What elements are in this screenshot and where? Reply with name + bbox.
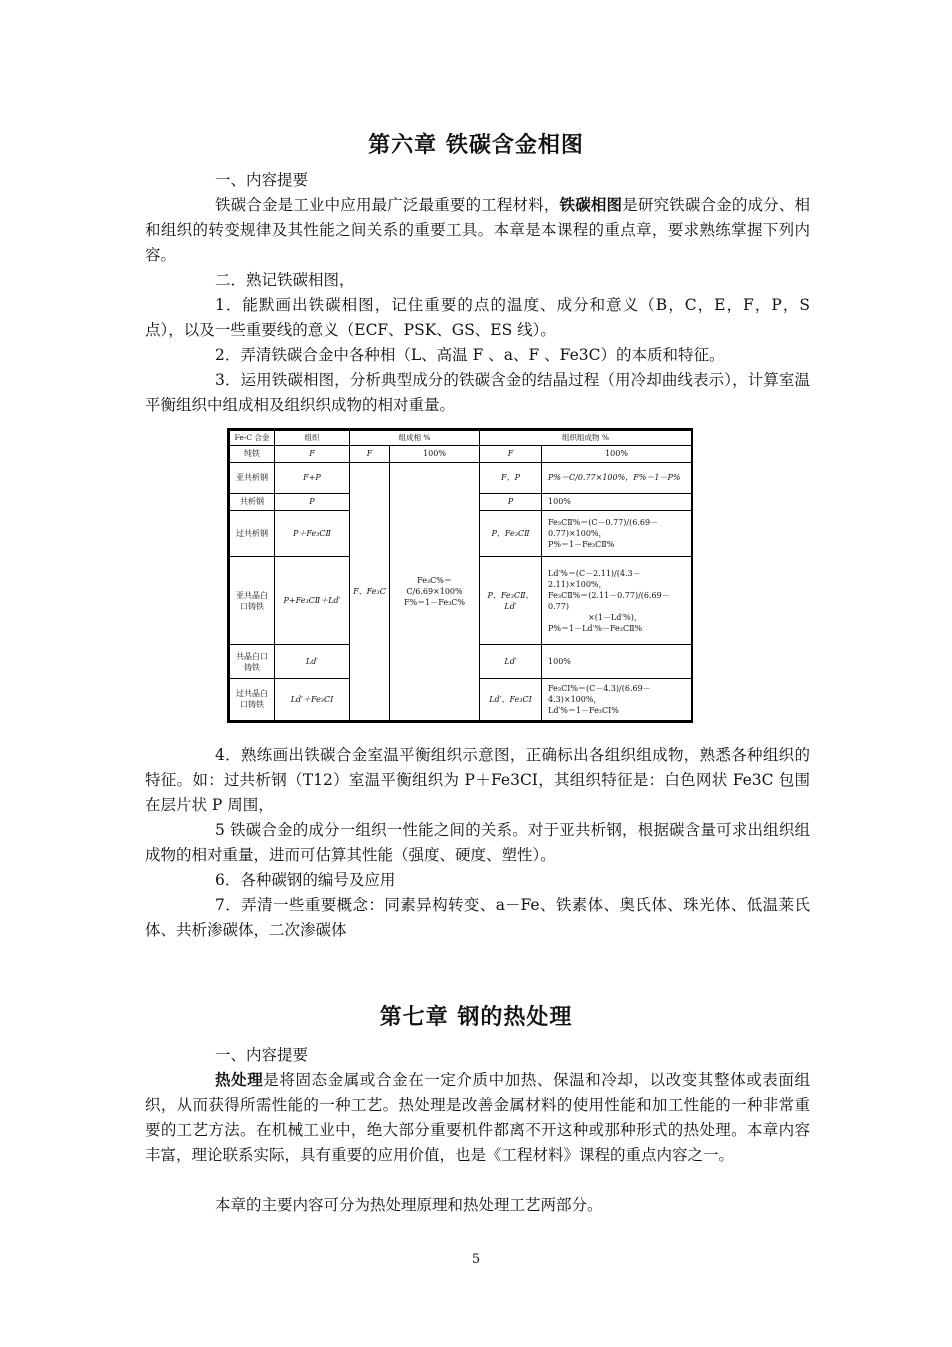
hypoeutectic-alloy-line-2: 口铸铁 <box>240 601 264 611</box>
page-number: 5 <box>471 1252 481 1267</box>
header-alloy: Fe-C 合金 <box>230 431 275 446</box>
row-pure-iron-alloy: 纯铁 <box>230 445 275 462</box>
ch7-scope-paragraph: 本章的主要内容可分为热处理原理和热处理工艺两部分。 <box>215 1196 603 1214</box>
hypereutectoid-fe3c-formula: Fe₃CⅡ%＝(C－0.77)/(6.69－0.77)×100%， <box>548 517 659 538</box>
row-hypereutectoid-structure: P＋Fe₃CⅡ <box>275 510 350 556</box>
ch6-section-1-heading: 一、内容提要 <box>215 171 309 189</box>
hypoeutectic-fe3c-formula: Fe₃CⅡ%＝(2.11－0.77)/(6.69－0.77) <box>548 590 670 611</box>
hypereutectic-fe3c-formula: Fe₃CⅠ%＝(C－4.3)/(6.69－4.3)×100%， <box>548 683 651 704</box>
ch7-intro-bold-term: 热处理 <box>215 1071 264 1089</box>
hypoeutectic-ld-formula: Ld′%＝(C－2.11)/(4.3－2.11)×100%， <box>548 568 641 589</box>
row-eutectic-structure: Ld′ <box>275 645 350 679</box>
row-pure-iron-constituent-pct: 100% <box>542 445 692 462</box>
row-hypereutectic-constituent: Ld′、Fe₃CⅠ <box>480 678 542 720</box>
ch6-item-6: 6．各种碳钢的编号及应用 <box>215 871 396 889</box>
hypereutectic-alloy-line-2: 口铸铁 <box>240 700 264 710</box>
row-pure-iron-phase: F <box>350 445 390 462</box>
row-hypoeutectic-alloy <box>230 557 275 645</box>
ch6-item-3: 3．运用铁碳相图，分析典型成分的铁碳含金的结晶过程（用冷却曲线表示），计算室温平衡组织中组成相及组织织成物的相对重量。 <box>145 371 810 414</box>
row-hypoeutectoid-structure: F+P <box>275 462 350 494</box>
ch6-intro-paragraph <box>145 193 810 268</box>
phase-pct-fe3c: Fe₃C%＝C/6.69×100% <box>406 575 463 596</box>
ch6-section-2-heading: 二．熟记铁碳相图， <box>215 271 355 289</box>
row-eutectoid-alloy: 共析钢 <box>230 494 275 511</box>
row-hypereutectic-structure: Ld′＋Fe₃CⅠ <box>275 678 350 720</box>
row-steel-phase-pct-merged <box>390 462 480 721</box>
ch6-item-7: 7．弄清一些重要概念：同素异构转变、a－Fe、铁素体、奥氏体、珠光体、低温莱氏体、共析渗碳体，二次渗碳体 <box>145 896 810 939</box>
ch6-item-5: 5 铁碳合金的成分一组织一性能之间的关系。对于亚共析钢，根据碳含量可求出组织组成物的相对重量，进而可估算其性能（强度、硬度、塑性）。 <box>145 821 810 864</box>
row-hypoeutectoid-alloy: 亚共析钢 <box>230 462 275 494</box>
row-hypoeutectoid-constituent: F、P <box>480 462 542 494</box>
header-structure: 组织 <box>275 431 350 446</box>
row-steel-phase-merged: F、Fe₃C <box>350 462 390 721</box>
chapter-6-title: 第六章 铁碳含金相图 <box>368 133 584 158</box>
row-hypoeutectic-structure: P+Fe₃CⅡ＋Ld′ <box>275 557 350 645</box>
hypereutectoid-p-formula: P%＝1－Fe₃CⅡ% <box>548 539 615 549</box>
header-phase: 组成相 % <box>350 431 480 446</box>
row-eutectoid-constituent-pct: 100% <box>542 494 692 511</box>
row-hypereutectic-constituent-pct <box>542 678 692 720</box>
eutectic-alloy-line-1: 共晶白口 <box>236 651 268 661</box>
row-hypereutectoid-constituent: P、Fe₃CⅡ <box>480 510 542 556</box>
row-pure-iron-constituent: F <box>480 445 542 462</box>
ch6-item-1: 1．能默画出铁碳相图，记住重要的点的温度、成分和意义（B，C，E，F，P，S点），以及一些重要线的意义（ECF、PSK、GS、ES 线）。 <box>145 296 810 339</box>
ch7-intro-paragraph <box>145 1068 810 1168</box>
row-hypereutectoid-alloy: 过共析钢 <box>230 510 275 556</box>
row-hypereutectic-alloy <box>230 678 275 720</box>
row-hypoeutectic-constituent: P、Fe₃CⅡ、Ld′ <box>480 557 542 645</box>
hypereutectic-ld-formula: Ld′%＝1－Fe₃CⅠ% <box>548 705 619 715</box>
chapter-7-title: 第七章 钢的热处理 <box>379 1005 573 1030</box>
ch6-item-4: 4．熟练画出铁碳合金室温平衡组织示意图，正确标出各组织组成物，熟悉各种组织的特征。如：过共析钢（T12）室温平衡组织为 P＋Fe3CI，其组织特征是：白色网状 Fe3C 包围在层片状 P 周围， <box>145 746 810 814</box>
row-hypereutectoid-constituent-pct <box>542 510 692 556</box>
hypereutectic-alloy-line-1: 过共晶白 <box>236 689 268 699</box>
ch7-intro-text: 是将固态金属或合金在一定介质中加热、保温和冷却，以改变其整体或表面组织，从而获得所需性能的一种工艺。热处理是改善金属材料的使用性能和加工性能的一种非常重要的工艺方法。在机械工业中，绝大部分重要机件都离不开这种或那种形式的热处理。本章内容丰富，理论联系实际，具有重要的应用价值，也是《工程材料》课程的重点内容之一。 <box>145 1071 810 1164</box>
row-pure-iron-structure: F <box>275 445 350 462</box>
row-eutectic-constituent: Ld′ <box>480 645 542 679</box>
hypoeutectic-alloy-line-1: 亚共晶白 <box>236 590 268 600</box>
row-pure-iron-phase-pct: 100% <box>390 445 480 462</box>
row-eutectic-alloy <box>230 645 275 679</box>
ch6-intro-text-2: 是研究铁碳合金的成分、相和组织的转变规律及其性能之间关系的重要工具。本章是本课程的重点章，要求熟练掌握下列内容。 <box>145 196 810 264</box>
eutectic-alloy-line-2: 铸铁 <box>244 662 260 672</box>
row-hypoeutectic-constituent-pct <box>542 557 692 645</box>
header-constituent: 组织组成物 % <box>480 431 692 446</box>
ch6-intro-text-1: 铁碳合金是工业中应用最广泛最重要的工程材料， <box>215 196 560 214</box>
fe-c-alloy-table <box>227 428 693 723</box>
row-eutectoid-constituent: P <box>480 494 542 511</box>
row-eutectoid-structure: P <box>275 494 350 511</box>
ch7-section-1-heading: 一、内容提要 <box>215 1046 309 1064</box>
ch6-intro-bold-term: 铁碳相图 <box>559 196 623 214</box>
hypoeutectic-fe3c-formula-cont: ×(1－Ld′%)， <box>588 612 642 622</box>
ch6-item-2: 2．弄清铁碳合金中各种相（L、高温 F 、a、F 、Fe3C）的本质和特征。 <box>215 346 725 364</box>
phase-pct-f: F%＝1－Fe₃C% <box>403 597 466 607</box>
hypoeutectic-p-formula: P%＝1－Ld′%－Fe₃CⅡ% <box>548 623 643 633</box>
row-hypoeutectoid-constituent-pct: P%＝C/0.77×100%，F%＝1－P% <box>542 462 692 494</box>
row-eutectic-constituent-pct: 100% <box>542 645 692 679</box>
